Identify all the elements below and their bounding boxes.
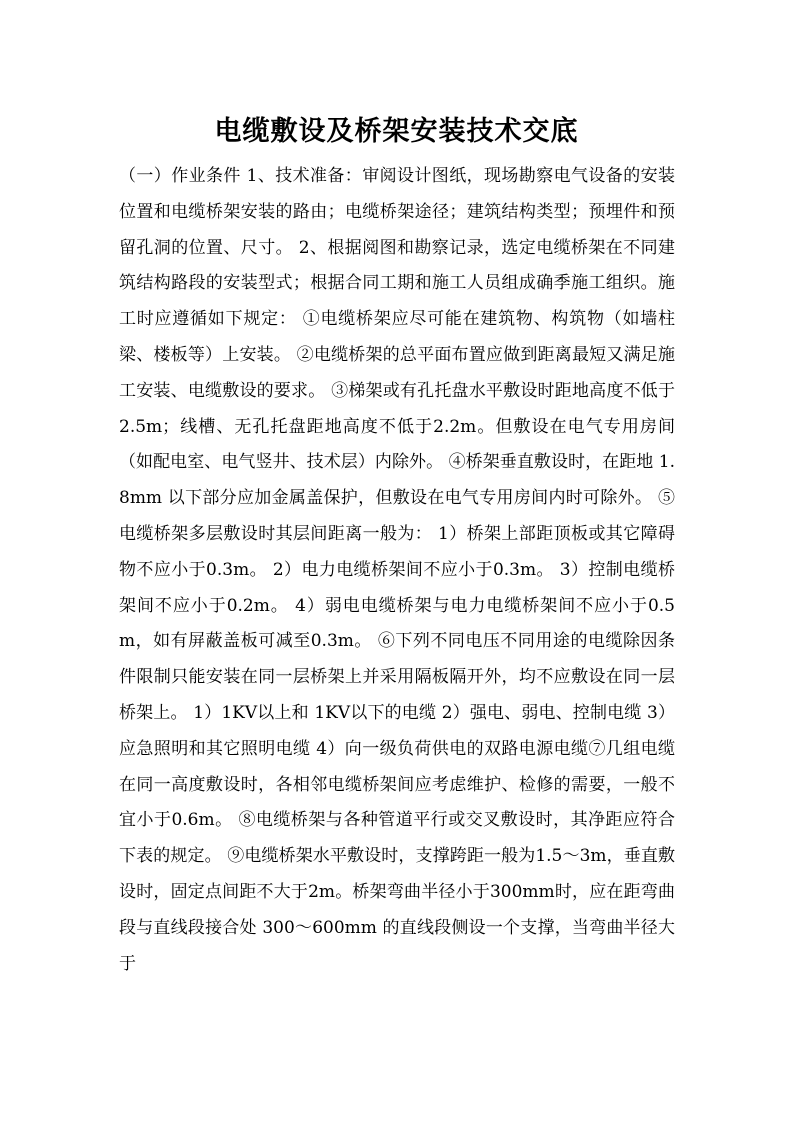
document-title: 电缆敷设及桥架安装技术交底	[214, 116, 579, 148]
body-paragraph: （一）作业条件 1、技术准备：审阅设计图纸，现场勘察电气设备的安装位置和电缆桥架安装的路由；电缆桥架途径；建筑结构类型；预埋件和预留孔洞的位置、尺寸。 2、根据阅图和勘察记录，选定电缆桥架在不同建筑结构路段的安装型式；根据合同工期和施工人员组成确季施工组织。施工时应遵循如下规定： ①电缆桥架应尽可能在建筑物、构筑物（如墙柱梁、楼板等）上安装。 ②电缆桥架的总平面布置应做到距离最短又满足施工安装、电缆敷设的要求。 ③梯架或有孔托盘水平敷设时距地高度不低于2.5m；线槽、无孔托盘距地高度不低于2.2m。但敷设在电气专用房间（如配电室、电气竖井、技术层）内除外。 ④桥架垂直敷设时，在距地 1.8mm 以下部分应加金属盖保护，但敷设在电气专用房间内时可除外。 ⑤电缆桥架多层敷设时其层间距离一般为： 1）桥架上部距顶板或其它障碍物不应小于0.3m。 2）电力电缆桥架间不应小于0.3m。 3）控制电缆桥架间不应小于0.2m。 4）弱电电缆桥架与电力电缆桥架间不应小于0.5m，如有屏蔽盖板可减至0.3m。 ⑥下列不同电压不同用途的电缆除因条件限制只能安装在同一层桥架上并采用隔板隔开外，均不应敷设在同一层桥架上。 1）1KV以上和 1KV以下的电缆 2）强电、弱电、控制电缆 3）应急照明和其它照明电缆 4）向一级负荷供电的双路电源电缆⑦几组电缆在同一高度敷设时，各相邻电缆桥架间应考虑维护、检修的需要，一般不宜小于0.6m。 ⑧电缆桥架与各种管道平行或交叉敷设时，其净距应符合下表的规定。 ⑨电缆桥架水平敷设时，支撑跨距一般为1.5～3m，垂直敷设时，固定点间距不大于2m。桥架弯曲半径小于300mm时，应在距弯曲段与直线段接合处 300～600mm 的直线段侧设一个支撑，当弯曲半径大于	[119, 166, 675, 974]
